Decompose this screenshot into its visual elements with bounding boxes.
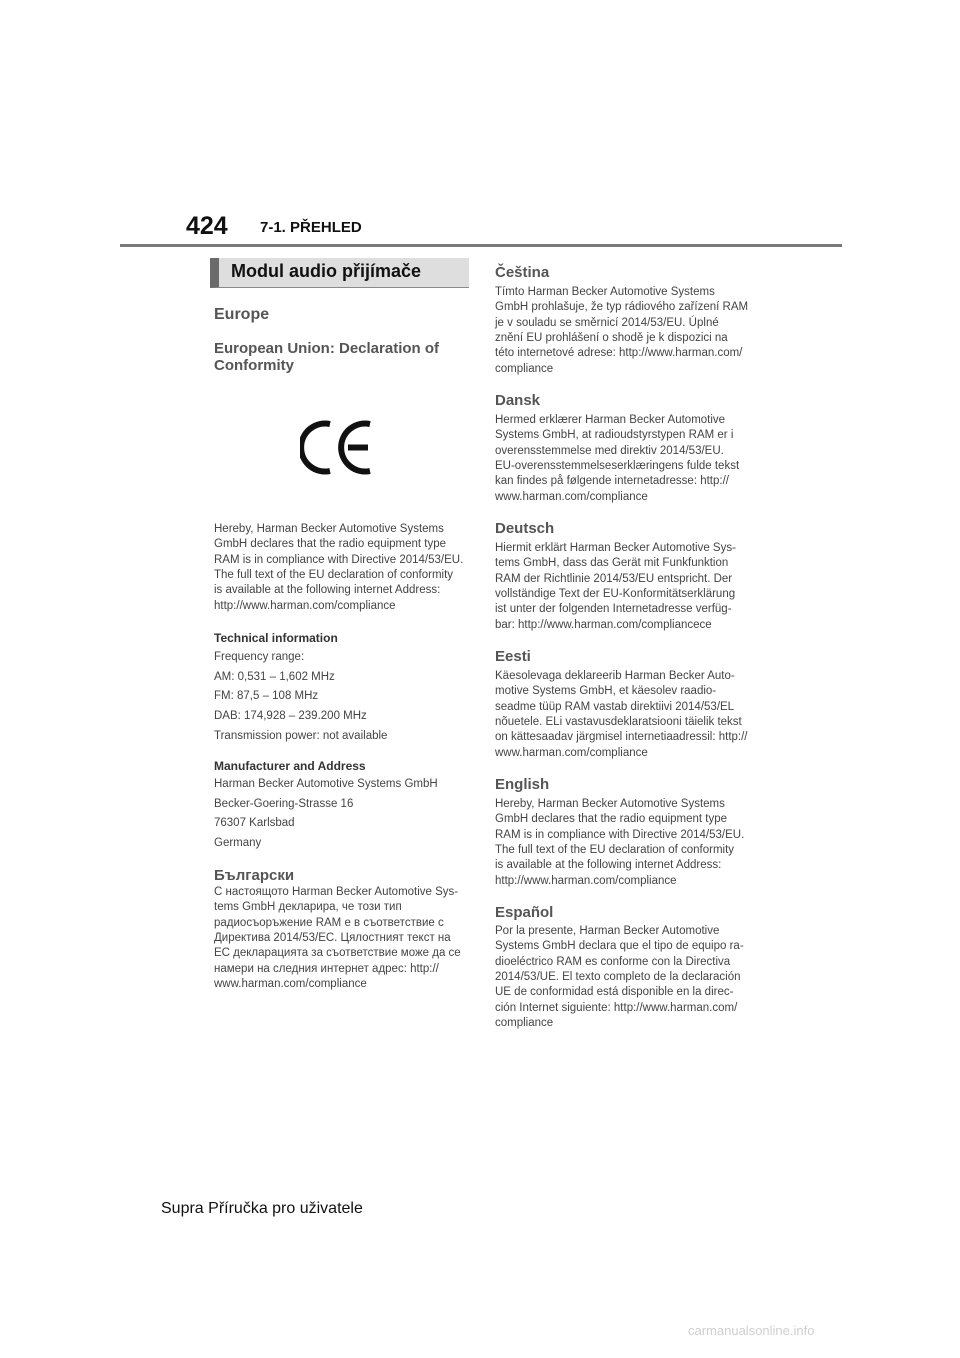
danish-line: EU-overensstemmelseserklæringens fulde tekst bbox=[495, 459, 740, 472]
estonian-line: www.harman.com/compliance bbox=[495, 746, 648, 759]
danish-line: www.harman.com/compliance bbox=[495, 490, 648, 503]
spanish-line: ción Internet siguiente: http://www.harman.com/ bbox=[495, 1001, 738, 1014]
technical-info-line: Frequency range: bbox=[214, 651, 305, 663]
bulgarian-line: С настоящото Harman Becker Automotive Sys- bbox=[214, 886, 459, 898]
estonian-line: Käesolevaga deklareerib Harman Becker Auto- bbox=[495, 670, 735, 682]
english-line: GmbH declares that the radio equipment type bbox=[495, 813, 728, 826]
spanish-line: 2014/53/UE. El texto completo de la declaración bbox=[495, 970, 741, 983]
english-line: Hereby, Harman Becker Automotive Systems bbox=[495, 798, 725, 810]
bulgarian-line: www.harman.com/compliance bbox=[214, 977, 367, 990]
estonian-line: nõuetele. ELi vastavusdeklaratsiooni täielik tekst bbox=[495, 715, 742, 728]
german-line: tems GmbH, dass das Gerät mit Funkfunktion bbox=[495, 557, 729, 570]
bulgarian-line: Директива 2014/53/ЕС. Цялостният текст на bbox=[214, 931, 451, 944]
czech-line: této internetové adrese: http://www.harman.com/ bbox=[495, 347, 743, 360]
spanish-line: UE de conformidad está disponible en la direc- bbox=[495, 986, 734, 999]
spanish-line: Systems GmbH declara que el tipo de equipo ra- bbox=[495, 940, 744, 953]
bulgarian-line: ЕС декларацията за съответствие може да се bbox=[214, 947, 461, 960]
declaration-line: The full text of the EU declaration of conformity bbox=[214, 568, 454, 581]
czech-line: Tímto Harman Becker Automotive Systems bbox=[495, 286, 715, 298]
ce-mark-icon bbox=[300, 420, 375, 475]
spanish-heading: Español bbox=[495, 904, 554, 921]
declaration-title-line-1: European Union: Declaration of bbox=[214, 340, 440, 357]
czech-line: znění EU prohlášení o shodě je k dispozici na bbox=[495, 331, 728, 344]
technical-info-title: Technical information bbox=[214, 631, 338, 645]
declaration-line: http://www.harman.com/compliance bbox=[214, 599, 396, 612]
german-line: Hiermit erklärt Harman Becker Automotive Sys- bbox=[495, 542, 736, 554]
english-line: The full text of the EU declaration of conformity bbox=[495, 843, 735, 856]
bulgarian-line: радиосъоръжение RAM е в съответствие с bbox=[214, 916, 444, 929]
german-line: bar: http://www.harman.com/compliancece bbox=[495, 618, 712, 631]
footer-title: Supra Příručka pro uživatele bbox=[161, 1200, 363, 1217]
section-title: Modul audio přijímače bbox=[231, 261, 422, 281]
technical-info-line: Transmission power: not available bbox=[214, 729, 388, 742]
danish-line: Systems GmbH, at radioudstyrstypen RAM er i bbox=[495, 429, 734, 442]
manufacturer-line: Germany bbox=[214, 837, 262, 850]
watermark: carmanualsonline.info bbox=[688, 1323, 815, 1338]
bulgarian-line: намери на следния интернет адрес: http:// bbox=[214, 962, 439, 975]
czech-line: je v souladu se směrnicí 2014/53/EU. Úplné bbox=[495, 316, 719, 329]
technical-info-line: FM: 87,5 – 108 MHz bbox=[214, 690, 319, 703]
english-heading: English bbox=[495, 776, 550, 793]
estonian-line: seadme tüüp RAM vastab direktiivi 2014/53/EL bbox=[495, 700, 735, 713]
bulgarian-heading: Български bbox=[214, 867, 295, 884]
region-heading: Europe bbox=[214, 306, 270, 323]
chapter-title: 7-1. PŘEHLED bbox=[260, 219, 362, 236]
danish-line: overensstemmelse med direktiv 2014/53/EU. bbox=[495, 444, 724, 457]
declaration-line: Hereby, Harman Becker Automotive Systems bbox=[214, 523, 444, 535]
english-line: http://www.harman.com/compliance bbox=[495, 874, 677, 887]
spanish-line: dioeléctrico RAM es conforme con la Directiva bbox=[495, 955, 731, 968]
english-line: is available at the following internet Address: bbox=[495, 859, 722, 872]
german-line: vollständige Text der EU-Konformitätserklärung bbox=[495, 587, 736, 600]
german-line: ist unter der folgenden Internetadresse verfüg- bbox=[495, 603, 732, 616]
header-rule bbox=[120, 244, 842, 247]
bulgarian-line: tems GmbH декларира, че този тип bbox=[214, 901, 402, 914]
danish-line: Hermed erklærer Harman Becker Automotive bbox=[495, 414, 726, 426]
estonian-line: motive Systems GmbH, et käesolev raadio- bbox=[495, 685, 717, 698]
german-line: RAM der Richtlinie 2014/53/EU entspricht. Der bbox=[495, 572, 733, 585]
technical-info-line: DAB: 174,928 – 239.200 MHz bbox=[214, 710, 367, 723]
declaration-line: is available at the following internet Address: bbox=[214, 584, 441, 597]
manufacturer-title: Manufacturer and Address bbox=[214, 759, 366, 773]
english-line: RAM is in compliance with Directive 2014/53/EU. bbox=[495, 828, 745, 841]
declaration-title-line-2: Conformity bbox=[214, 357, 294, 374]
german-heading: Deutsch bbox=[495, 520, 555, 537]
manufacturer-line: Harman Becker Automotive Systems GmbH bbox=[214, 778, 438, 790]
page-number: 424 bbox=[186, 212, 228, 240]
spanish-line: Por la presente, Harman Becker Automotive bbox=[495, 925, 720, 937]
manufacturer-line: Becker-Goering-Strasse 16 bbox=[214, 797, 354, 810]
declaration-line: GmbH declares that the radio equipment type bbox=[214, 538, 447, 551]
estonian-heading: Eesti bbox=[495, 648, 531, 665]
manufacturer-line: 76307 Karlsbad bbox=[214, 817, 295, 830]
danish-heading: Dansk bbox=[495, 392, 541, 409]
danish-line: kan findes på følgende internetadresse: http:// bbox=[495, 475, 729, 488]
spanish-line: compliance bbox=[495, 1016, 554, 1029]
technical-info-line: AM: 0,531 – 1,602 MHz bbox=[214, 670, 335, 683]
declaration-line: RAM is in compliance with Directive 2014/53/EU. bbox=[214, 553, 464, 566]
czech-line: GmbH prohlašuje, že typ rádiového zařízení RAM bbox=[495, 301, 749, 314]
estonian-line: on kättesaadav järgmisel internetiaadressil: http:// bbox=[495, 731, 748, 744]
czech-heading: Čeština bbox=[495, 264, 550, 281]
czech-line: compliance bbox=[495, 362, 554, 375]
section-tab bbox=[210, 258, 469, 288]
